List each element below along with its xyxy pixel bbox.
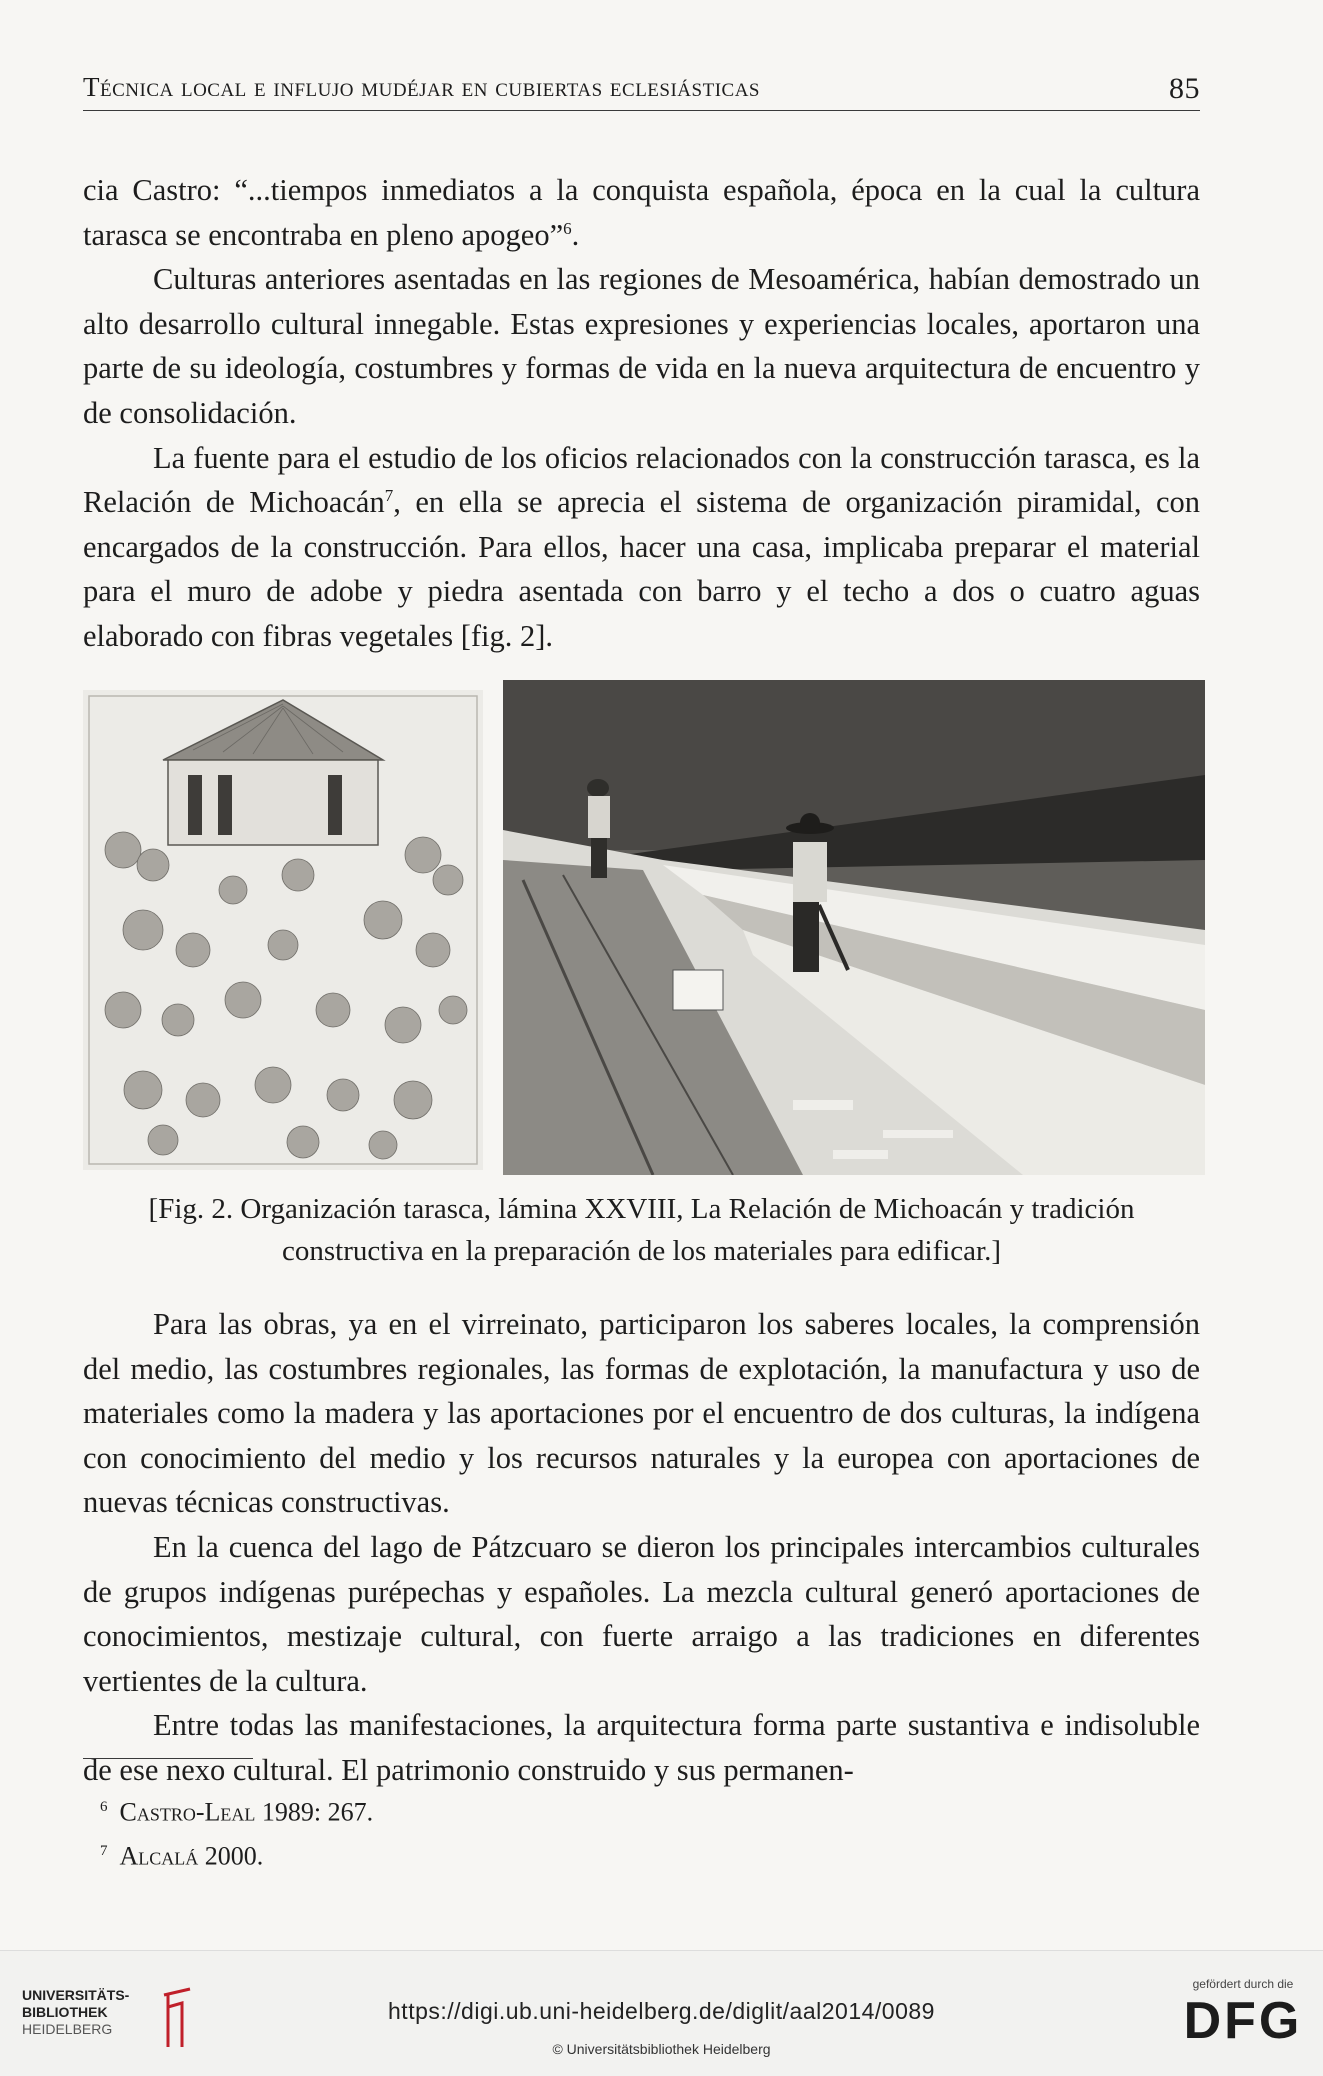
footnote-ref[interactable]: 6 (563, 218, 572, 238)
codex-drawing (83, 690, 483, 1170)
figure-2 (83, 680, 1208, 1175)
footnote-ref-text: 2000. (198, 1841, 264, 1871)
body-text (83, 168, 1200, 659)
funder-logo-text: DFG (1183, 1992, 1303, 2050)
figure-caption: [Fig. 2. Organización tarasca, lámina XXVIII, La Relación de Michoacán y tradición constructiva en la preparación de los materiales para edificar.] (148, 1193, 1135, 1267)
paragraph: En la cuenca del lago de Pátzcuaro se dieron los principales intercambios culturales de grupos indígenas purépechas y españoles. La mezcla cultural generó aportaciones de conocimientos, mestizaje cultural, con fuerte arraigo a las tradiciones en diferentes vertientes de la cultura. (83, 1529, 1200, 1698)
paragraph: Culturas anteriores asentadas en las regiones de Mesoamérica, habían demostrado un alto desarrollo cultural innegable. Estas expresiones y experiencias locales, aportaron una parte de su ideología, costumbres y formas de vida en la nueva arquitectura de encuentro y de consolidación. (83, 262, 1200, 430)
library-name-line: HEIDELBERG (22, 2021, 113, 2037)
footnote-ref-text: 1989: 267. (255, 1797, 374, 1827)
footnote-author: Alcalá (119, 1841, 199, 1871)
funder-label: gefördert durch die (1192, 1977, 1294, 1991)
codex-illustration (83, 690, 483, 1170)
footnote-mark: 7 (100, 1842, 108, 1859)
paragraph: La fuente para el estudio de los oficios relacionados con la construcción tarasca, es la Relación de Michoacán$^7$, en ella se aprecia el sistema de organización piramidal, con encargados de la construcción. Para ellos, hacer una casa, implicaba preparar el material para el muro de adobe y piedra asentada con barro y el techo a dos o cuatro aguas elaborado con fibras vegetales [fig. 2]. (83, 440, 1200, 653)
digitization-footer (0, 1950, 1323, 2076)
footnote-ref[interactable]: 7 (384, 486, 394, 505)
construction-photograph (503, 680, 1205, 1175)
body-text-continued (83, 1302, 1200, 1793)
paragraph: Para las obras, ya en el virreinato, participaron los saberes locales, la comprensión del medio, las costumbres regionales, las formas de explotación, la manufactura y uso de materiales como la madera y las aportaciones por el encuentro de dos culturas, la indígena con conocimiento del medio y los recursos naturales y la europea con aportaciones de nuevas técnicas constructivas. (83, 1307, 1200, 1520)
footnote-author: Castro-Leal (119, 1797, 256, 1827)
copyright-notice: © Universitätsbibliothek Heidelberg (552, 2041, 771, 2057)
running-head-title: Técnica local e influjo mudéjar en cubiertas eclesiásticas (83, 72, 760, 102)
footnote-7 (100, 1832, 373, 1876)
footnotes (100, 1788, 373, 1875)
running-head (83, 72, 1200, 111)
library-name-line: UNIVERSITÄTS- (22, 1987, 130, 2003)
library-name-line: BIBLIOTHEK (22, 2004, 108, 2020)
page-number: 85 (1169, 72, 1200, 105)
footnote-6 (100, 1788, 373, 1832)
footnote-divider (83, 1758, 253, 1759)
footnote-mark: 6 (100, 1799, 108, 1815)
paragraph: cia Castro: “...tiempos inmediatos a la conquista española, época en la cual la cultura tarasca se encontraba en pleno apogeo”$^6$. (83, 173, 1200, 252)
construction-photo-drawing (503, 680, 1205, 1175)
dfg-logo[interactable] (1178, 1977, 1308, 2051)
paragraph: Entre todas las manifestaciones, la arquitectura forma parte sustantiva e indisoluble de ese nexo cultural. El patrimonio construido y sus permanen- (83, 1708, 1200, 1787)
permalink-url[interactable]: https://digi.ub.uni-heidelberg.de/diglit/aal2014/0089 (388, 1998, 935, 2024)
